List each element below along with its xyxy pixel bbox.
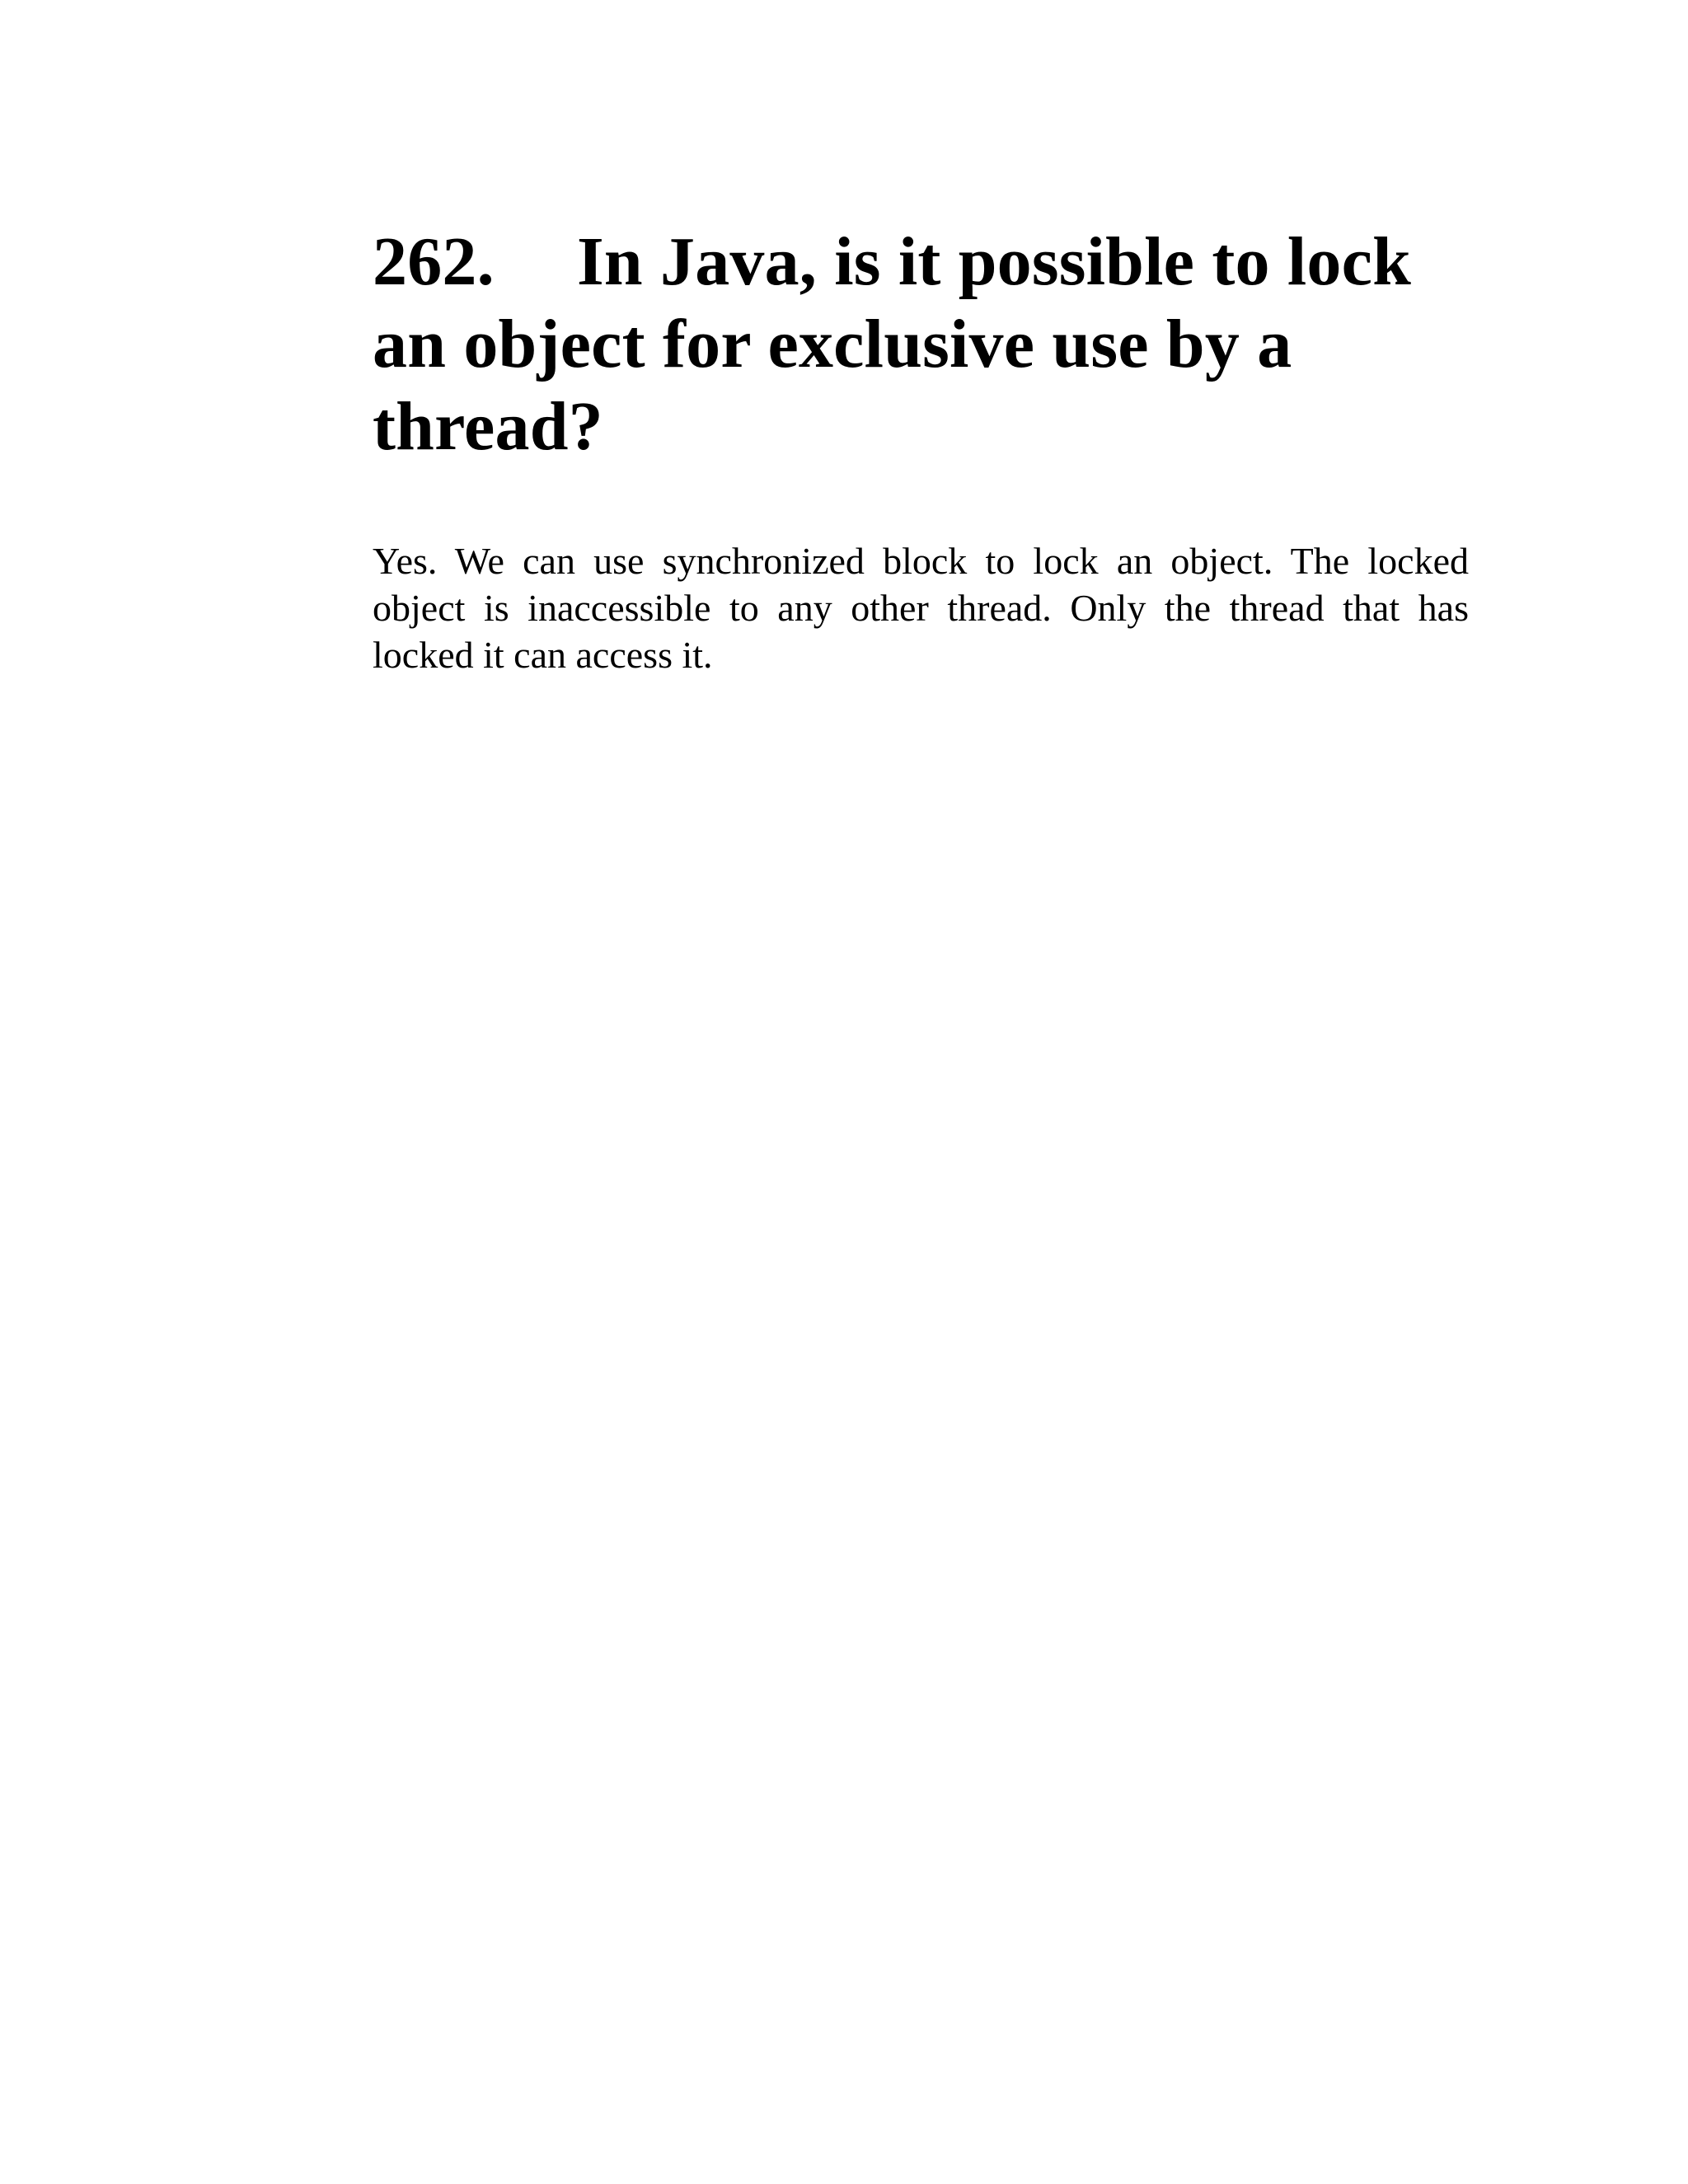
answer-paragraph: Yes. We can use synchronized block to lock an object. The locked object is inaccessible to any other thread. Only the thread that has locked it can access it. [373, 540, 1469, 676]
page-content [373, 221, 1469, 678]
question-number: 262. [373, 223, 495, 300]
question-title: In Java, is it possible to lock an object for exclusive use by a thread? [373, 223, 1412, 465]
question-heading [373, 221, 1469, 468]
